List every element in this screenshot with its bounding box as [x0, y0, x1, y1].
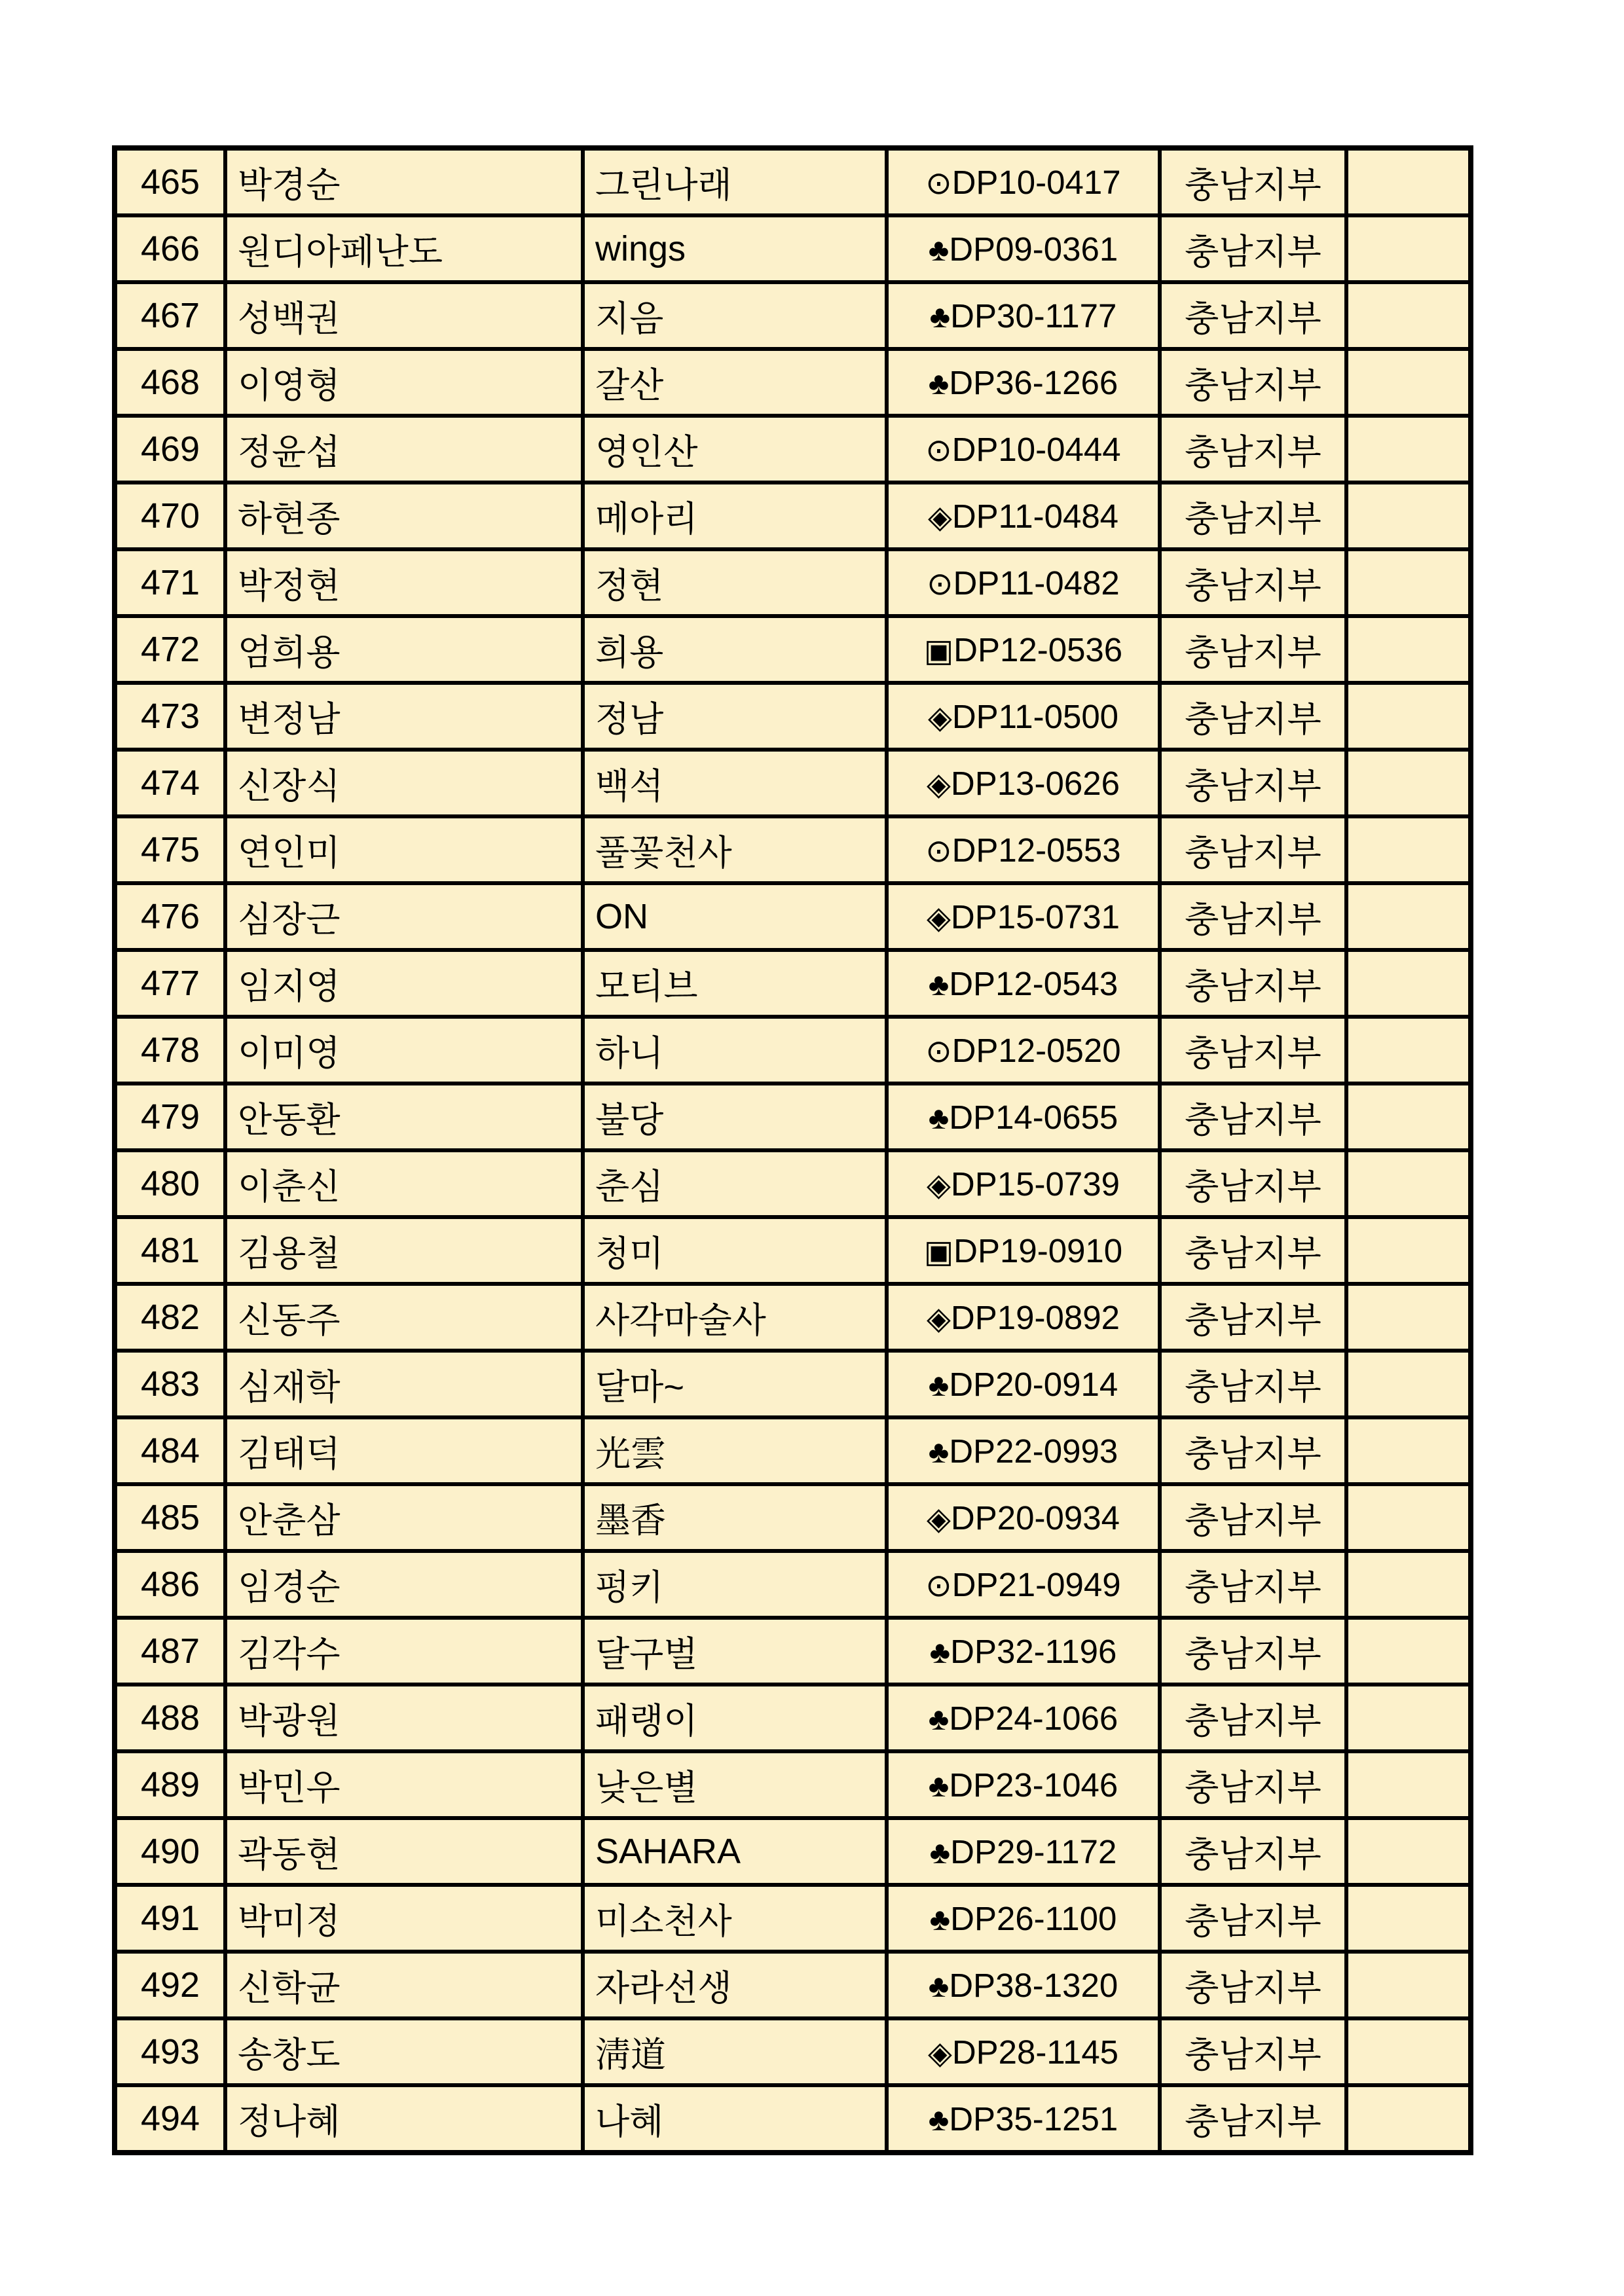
- row-branch-cell: 충남지부: [1160, 1818, 1346, 1885]
- row-nickname-cell: 淸道: [583, 2018, 887, 2085]
- row-blank-cell: [1346, 883, 1471, 950]
- membership-symbol-icon: ◈: [927, 1301, 951, 1336]
- row-name-cell: 박정현: [225, 549, 583, 616]
- row-branch-cell: 충남지부: [1160, 483, 1346, 549]
- table-row: [115, 883, 1471, 950]
- row-code-text: DP11-0484: [951, 497, 1119, 535]
- table-row: [115, 1885, 1471, 1952]
- row-code-cell: [887, 483, 1160, 549]
- row-number-cell: 465: [115, 148, 225, 215]
- row-name-cell: 이영형: [225, 349, 583, 416]
- row-name-cell: 이춘신: [225, 1150, 583, 1217]
- row-nickname-cell: 지음: [583, 282, 887, 349]
- row-number-cell: 478: [115, 1017, 225, 1084]
- row-nickname-cell: 영인산: [583, 416, 887, 483]
- row-code-text: DP21-0949: [951, 1565, 1121, 1603]
- row-number-cell: 477: [115, 950, 225, 1017]
- membership-symbol-icon: ♣: [928, 1368, 950, 1403]
- membership-symbol-icon: ♣: [928, 1101, 950, 1136]
- row-name-cell: 심장근: [225, 883, 583, 950]
- row-nickname-cell: 풀꽃천사: [583, 816, 887, 883]
- row-blank-cell: [1346, 2085, 1471, 2153]
- row-number-cell: 482: [115, 1284, 225, 1351]
- table-row: [115, 1484, 1471, 1551]
- row-number-cell: 488: [115, 1685, 225, 1751]
- row-blank-cell: [1346, 1751, 1471, 1818]
- row-code-text: DP13-0626: [950, 764, 1120, 802]
- row-name-cell: 신장식: [225, 750, 583, 816]
- row-nickname-cell: 패랭이: [583, 1685, 887, 1751]
- membership-symbol-icon: ♣: [928, 1434, 950, 1470]
- row-branch-cell: 충남지부: [1160, 282, 1346, 349]
- row-number-cell: 481: [115, 1217, 225, 1284]
- membership-symbol-icon: ♣: [928, 1702, 950, 1737]
- row-number-cell: 472: [115, 616, 225, 683]
- row-nickname-cell: 달마~: [583, 1351, 887, 1417]
- row-branch-cell: 충남지부: [1160, 1217, 1346, 1284]
- row-code-text: DP23-1046: [949, 1766, 1118, 1804]
- row-code-cell: [887, 416, 1160, 483]
- row-blank-cell: [1346, 282, 1471, 349]
- membership-symbol-icon: ⊙: [925, 1568, 952, 1603]
- row-nickname-cell: 자라선생: [583, 1952, 887, 2018]
- row-name-cell: 임경순: [225, 1551, 583, 1618]
- row-code-text: DP10-0444: [951, 430, 1121, 468]
- row-code-cell: [887, 549, 1160, 616]
- row-branch-cell: 충남지부: [1160, 816, 1346, 883]
- row-code-cell: [887, 1417, 1160, 1484]
- membership-symbol-icon: ♣: [929, 299, 951, 335]
- row-code-cell: [887, 1551, 1160, 1618]
- row-number-cell: 466: [115, 215, 225, 282]
- row-nickname-cell: 청미: [583, 1217, 887, 1284]
- row-code-cell: [887, 148, 1160, 215]
- row-branch-cell: 충남지부: [1160, 683, 1346, 750]
- row-name-cell: 박민우: [225, 1751, 583, 1818]
- row-number-cell: 469: [115, 416, 225, 483]
- row-code-cell: [887, 1818, 1160, 1885]
- table-row: [115, 1150, 1471, 1217]
- row-nickname-cell: 정남: [583, 683, 887, 750]
- table-row: [115, 416, 1471, 483]
- row-number-cell: 493: [115, 2018, 225, 2085]
- row-branch-cell: 충남지부: [1160, 1484, 1346, 1551]
- table-row: [115, 549, 1471, 616]
- row-branch-cell: 충남지부: [1160, 1952, 1346, 2018]
- row-name-cell: 원디아페난도: [225, 215, 583, 282]
- row-code-cell: [887, 883, 1160, 950]
- table-row: [115, 483, 1471, 549]
- row-name-cell: 정나혜: [225, 2085, 583, 2153]
- row-code-cell: [887, 616, 1160, 683]
- row-nickname-cell: SAHARA: [583, 1818, 887, 1885]
- row-number-cell: 470: [115, 483, 225, 549]
- row-branch-cell: 충남지부: [1160, 1685, 1346, 1751]
- row-code-text: DP22-0993: [949, 1432, 1118, 1470]
- membership-symbol-icon: ▣: [923, 633, 954, 668]
- row-blank-cell: [1346, 1818, 1471, 1885]
- member-table: [112, 145, 1473, 2155]
- row-branch-cell: 충남지부: [1160, 1150, 1346, 1217]
- row-blank-cell: [1346, 750, 1471, 816]
- row-blank-cell: [1346, 1885, 1471, 1952]
- row-blank-cell: [1346, 1084, 1471, 1150]
- row-branch-cell: 충남지부: [1160, 148, 1346, 215]
- row-code-cell: [887, 1751, 1160, 1818]
- row-number-cell: 480: [115, 1150, 225, 1217]
- membership-symbol-icon: ⊙: [927, 566, 953, 602]
- table-row: [115, 1685, 1471, 1751]
- row-nickname-cell: 낮은별: [583, 1751, 887, 1818]
- row-nickname-cell: 그린나래: [583, 148, 887, 215]
- membership-symbol-icon: ⊙: [925, 433, 952, 468]
- row-name-cell: 김용철: [225, 1217, 583, 1284]
- row-code-text: DP26-1100: [950, 1899, 1117, 1937]
- row-nickname-cell: 춘심: [583, 1150, 887, 1217]
- row-number-cell: 483: [115, 1351, 225, 1417]
- row-nickname-cell: 나혜: [583, 2085, 887, 2153]
- row-name-cell: 연인미: [225, 816, 583, 883]
- row-code-cell: [887, 2085, 1160, 2153]
- table-row: [115, 750, 1471, 816]
- row-blank-cell: [1346, 616, 1471, 683]
- row-name-cell: 엄희용: [225, 616, 583, 683]
- row-code-text: DP12-0543: [949, 964, 1118, 1002]
- row-nickname-cell: 펑키: [583, 1551, 887, 1618]
- row-blank-cell: [1346, 349, 1471, 416]
- row-code-text: DP12-0536: [953, 630, 1123, 668]
- row-name-cell: 김각수: [225, 1618, 583, 1685]
- row-code-text: DP32-1196: [950, 1632, 1117, 1670]
- table-row: [115, 1818, 1471, 1885]
- row-number-cell: 467: [115, 282, 225, 349]
- row-nickname-cell: 달구벌: [583, 1618, 887, 1685]
- row-name-cell: 정윤섭: [225, 416, 583, 483]
- row-code-text: DP14-0655: [949, 1098, 1118, 1136]
- row-number-cell: 490: [115, 1818, 225, 1885]
- row-code-text: DP35-1251: [949, 2100, 1118, 2138]
- row-nickname-cell: ON: [583, 883, 887, 950]
- row-number-cell: 471: [115, 549, 225, 616]
- row-blank-cell: [1346, 483, 1471, 549]
- row-nickname-cell: 갈산: [583, 349, 887, 416]
- row-blank-cell: [1346, 148, 1471, 215]
- row-name-cell: 신학균: [225, 1952, 583, 2018]
- row-code-cell: [887, 1618, 1160, 1685]
- table-row: [115, 1551, 1471, 1618]
- row-nickname-cell: 光雲: [583, 1417, 887, 1484]
- row-code-cell: [887, 1150, 1160, 1217]
- table-row: [115, 282, 1471, 349]
- row-code-cell: [887, 2018, 1160, 2085]
- row-code-text: DP11-0482: [953, 564, 1120, 602]
- row-code-cell: [887, 215, 1160, 282]
- membership-symbol-icon: ♣: [929, 1635, 951, 1670]
- row-nickname-cell: 희용: [583, 616, 887, 683]
- row-blank-cell: [1346, 416, 1471, 483]
- row-code-cell: [887, 282, 1160, 349]
- row-nickname-cell: 모티브: [583, 950, 887, 1017]
- row-number-cell: 475: [115, 816, 225, 883]
- row-number-cell: 485: [115, 1484, 225, 1551]
- row-branch-cell: 충남지부: [1160, 549, 1346, 616]
- row-code-text: DP24-1066: [949, 1699, 1118, 1737]
- row-branch-cell: 충남지부: [1160, 1084, 1346, 1150]
- row-name-cell: 박미정: [225, 1885, 583, 1952]
- row-code-text: DP29-1172: [950, 1832, 1117, 1870]
- row-name-cell: 곽동현: [225, 1818, 583, 1885]
- table-row: [115, 215, 1471, 282]
- table-row: [115, 950, 1471, 1017]
- row-name-cell: 성백권: [225, 282, 583, 349]
- row-code-cell: [887, 1885, 1160, 1952]
- row-code-text: DP12-0520: [951, 1031, 1121, 1069]
- row-number-cell: 474: [115, 750, 225, 816]
- row-blank-cell: [1346, 1551, 1471, 1618]
- member-table-body: [115, 148, 1471, 2153]
- table-row: [115, 1618, 1471, 1685]
- row-number-cell: 484: [115, 1417, 225, 1484]
- row-branch-cell: 충남지부: [1160, 1618, 1346, 1685]
- table-row: [115, 2018, 1471, 2085]
- row-nickname-cell: wings: [583, 215, 887, 282]
- row-code-text: DP19-0892: [950, 1298, 1120, 1336]
- row-code-cell: [887, 1017, 1160, 1084]
- row-code-text: DP20-0914: [949, 1365, 1118, 1403]
- table-row: [115, 1351, 1471, 1417]
- row-name-cell: 박광원: [225, 1685, 583, 1751]
- row-nickname-cell: 메아리: [583, 483, 887, 549]
- row-name-cell: 하현종: [225, 483, 583, 549]
- row-blank-cell: [1346, 950, 1471, 1017]
- row-branch-cell: 충남지부: [1160, 2018, 1346, 2085]
- table-row: [115, 1417, 1471, 1484]
- row-number-cell: 487: [115, 1618, 225, 1685]
- row-nickname-cell: 백석: [583, 750, 887, 816]
- row-code-text: DP20-0934: [950, 1499, 1120, 1537]
- row-blank-cell: [1346, 1417, 1471, 1484]
- row-code-cell: [887, 950, 1160, 1017]
- row-blank-cell: [1346, 816, 1471, 883]
- row-blank-cell: [1346, 1351, 1471, 1417]
- table-row: [115, 349, 1471, 416]
- row-name-cell: 변정남: [225, 683, 583, 750]
- row-number-cell: 491: [115, 1885, 225, 1952]
- row-number-cell: 476: [115, 883, 225, 950]
- membership-symbol-icon: ◈: [927, 700, 952, 735]
- row-blank-cell: [1346, 1618, 1471, 1685]
- row-name-cell: 임지영: [225, 950, 583, 1017]
- row-blank-cell: [1346, 215, 1471, 282]
- row-branch-cell: 충남지부: [1160, 950, 1346, 1017]
- row-code-cell: [887, 1217, 1160, 1284]
- membership-symbol-icon: ♣: [929, 1835, 951, 1870]
- row-code-cell: [887, 1952, 1160, 2018]
- membership-symbol-icon: ◈: [927, 767, 951, 802]
- membership-symbol-icon: ⊙: [925, 833, 952, 869]
- row-name-cell: 김태덕: [225, 1417, 583, 1484]
- row-branch-cell: 충남지부: [1160, 1284, 1346, 1351]
- row-name-cell: 안동환: [225, 1084, 583, 1150]
- row-blank-cell: [1346, 1284, 1471, 1351]
- row-code-text: DP11-0500: [951, 697, 1119, 735]
- row-blank-cell: [1346, 1150, 1471, 1217]
- row-branch-cell: 충남지부: [1160, 616, 1346, 683]
- membership-symbol-icon: ◈: [927, 1501, 951, 1537]
- row-name-cell: 심재학: [225, 1351, 583, 1417]
- membership-symbol-icon: ♣: [928, 967, 950, 1002]
- row-name-cell: 신동주: [225, 1284, 583, 1351]
- row-number-cell: 473: [115, 683, 225, 750]
- row-name-cell: 안춘삼: [225, 1484, 583, 1551]
- table-row: [115, 1952, 1471, 2018]
- row-code-text: DP10-0417: [951, 163, 1121, 201]
- membership-symbol-icon: ♣: [928, 232, 950, 268]
- row-branch-cell: 충남지부: [1160, 1351, 1346, 1417]
- row-code-cell: [887, 349, 1160, 416]
- row-branch-cell: 충남지부: [1160, 215, 1346, 282]
- table-row: [115, 683, 1471, 750]
- row-code-text: DP15-0739: [950, 1165, 1120, 1203]
- row-code-cell: [887, 1685, 1160, 1751]
- row-branch-cell: 충남지부: [1160, 1751, 1346, 1818]
- membership-symbol-icon: ♣: [928, 2102, 950, 2138]
- row-branch-cell: 충남지부: [1160, 2085, 1346, 2153]
- table-row: [115, 1017, 1471, 1084]
- row-nickname-cell: 墨香: [583, 1484, 887, 1551]
- row-number-cell: 468: [115, 349, 225, 416]
- row-number-cell: 489: [115, 1751, 225, 1818]
- row-branch-cell: 충남지부: [1160, 1885, 1346, 1952]
- row-code-text: DP12-0553: [951, 831, 1121, 869]
- row-name-cell: 송창도: [225, 2018, 583, 2085]
- row-number-cell: 479: [115, 1084, 225, 1150]
- row-nickname-cell: 사각마술사: [583, 1284, 887, 1351]
- membership-symbol-icon: ◈: [927, 2035, 952, 2071]
- row-name-cell: 박경순: [225, 148, 583, 215]
- row-code-text: DP38-1320: [949, 1966, 1118, 2004]
- row-code-cell: [887, 750, 1160, 816]
- row-code-cell: [887, 1351, 1160, 1417]
- row-branch-cell: 충남지부: [1160, 1017, 1346, 1084]
- row-number-cell: 494: [115, 2085, 225, 2153]
- table-row: [115, 1084, 1471, 1150]
- row-blank-cell: [1346, 1685, 1471, 1751]
- membership-symbol-icon: ♣: [929, 1902, 951, 1937]
- row-nickname-cell: 불당: [583, 1084, 887, 1150]
- row-code-cell: [887, 1484, 1160, 1551]
- table-row: [115, 148, 1471, 215]
- row-branch-cell: 충남지부: [1160, 883, 1346, 950]
- table-row: [115, 816, 1471, 883]
- membership-symbol-icon: ♣: [928, 1768, 950, 1804]
- row-number-cell: 486: [115, 1551, 225, 1618]
- row-branch-cell: 충남지부: [1160, 416, 1346, 483]
- row-branch-cell: 충남지부: [1160, 1417, 1346, 1484]
- row-code-cell: [887, 1284, 1160, 1351]
- table-row: [115, 2085, 1471, 2153]
- row-code-text: DP09-0361: [949, 230, 1118, 268]
- row-code-cell: [887, 1084, 1160, 1150]
- row-code-text: DP30-1177: [950, 297, 1117, 335]
- membership-symbol-icon: ♣: [928, 1969, 950, 2004]
- row-nickname-cell: 하니: [583, 1017, 887, 1084]
- table-row: [115, 1217, 1471, 1284]
- row-nickname-cell: 미소천사: [583, 1885, 887, 1952]
- membership-symbol-icon: ⊙: [925, 166, 952, 201]
- row-code-cell: [887, 683, 1160, 750]
- membership-symbol-icon: ⊙: [925, 1034, 952, 1069]
- table-row: [115, 1751, 1471, 1818]
- row-blank-cell: [1346, 683, 1471, 750]
- row-branch-cell: 충남지부: [1160, 1551, 1346, 1618]
- row-blank-cell: [1346, 1217, 1471, 1284]
- membership-symbol-icon: ◈: [927, 900, 951, 936]
- row-blank-cell: [1346, 1952, 1471, 2018]
- row-branch-cell: 충남지부: [1160, 349, 1346, 416]
- row-blank-cell: [1346, 1484, 1471, 1551]
- table-row: [115, 1284, 1471, 1351]
- membership-symbol-icon: ♣: [928, 366, 950, 401]
- row-branch-cell: 충남지부: [1160, 750, 1346, 816]
- row-number-cell: 492: [115, 1952, 225, 2018]
- row-blank-cell: [1346, 549, 1471, 616]
- membership-symbol-icon: ▣: [923, 1234, 954, 1269]
- row-blank-cell: [1346, 1017, 1471, 1084]
- row-code-cell: [887, 816, 1160, 883]
- row-name-cell: 이미영: [225, 1017, 583, 1084]
- membership-symbol-icon: ◈: [927, 500, 952, 535]
- row-code-text: DP19-0910: [953, 1231, 1123, 1269]
- row-code-text: DP28-1145: [951, 2033, 1119, 2071]
- row-code-text: DP15-0731: [950, 898, 1120, 936]
- row-code-text: DP36-1266: [949, 363, 1118, 401]
- table-row: [115, 616, 1471, 683]
- membership-symbol-icon: ◈: [927, 1167, 951, 1203]
- row-nickname-cell: 정현: [583, 549, 887, 616]
- row-blank-cell: [1346, 2018, 1471, 2085]
